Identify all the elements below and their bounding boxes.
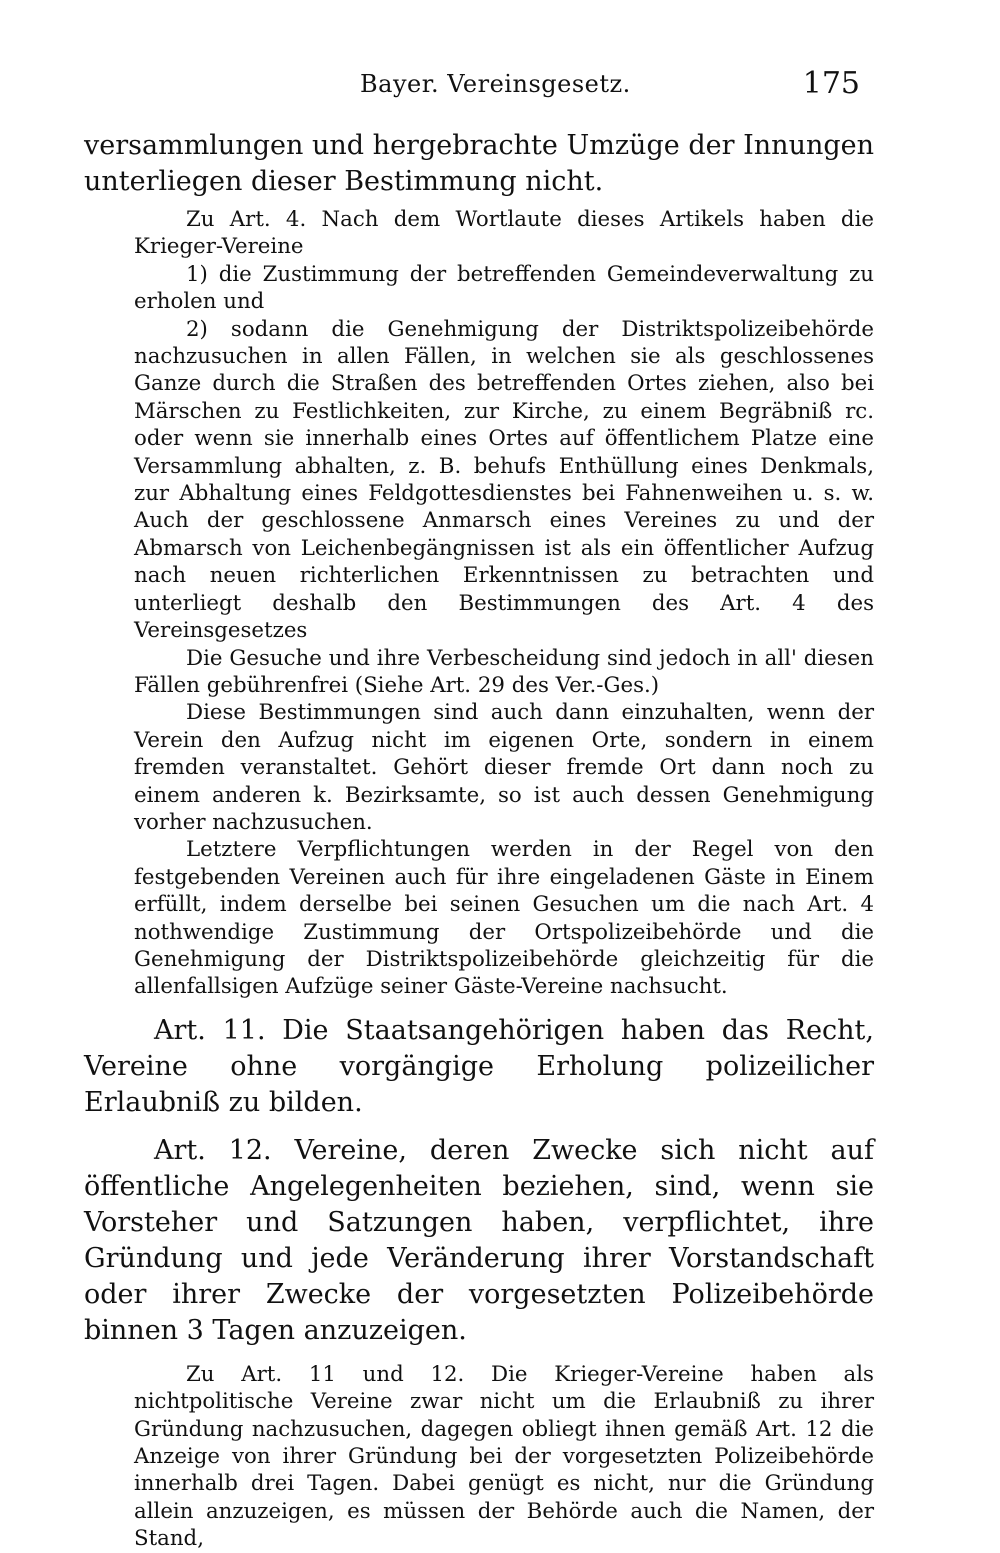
article-12: Art. 12. Vereine, deren Zwecke sich nicht auf öffentliche Angelegenheiten beziehen, sind, wenn sie Vorsteher und Satzungen haben, verpflichtet, ihre Gründung und jede Veränderung ihrer Vorstandschaft oder ihrer Zwecke der vorgesetzten Polizeibehörde binnen 3 Tagen anzuzeigen. <box>84 1134 874 1346</box>
article-11: Art. 11. Die Staatsangehörigen haben das Recht, Vereine ohne vorgängige Erholung polizeilicher Erlaubniß zu bilden. <box>84 1014 874 1118</box>
commentary-art-11-12: Zu Art. 11 und 12. Die Krieger-Vereine haben als nichtpolitische Vereine zwar nicht um die Erlaubniß zu ihrer Gründung nachzusuchen, dagegen obliegt ihnen gemäß Art. 12 die Anzeige von ihrer Gründung bei der vorgesetzten Polizeibehörde innerhalb drei Tagen. Dabei genügt es nicht, nur die Gründung allein anzuzeigen, es müssen der Behörde auch die Namen, der Stand, <box>134 1361 874 1552</box>
commentary-foreign-town: Diese Bestimmungen sind auch dann einzuhalten, wenn der Verein den Aufzug nicht im eigenen Orte, sondern in einem fremden veranstaltet. Gehört dieser fremde Ort dann noch zu einem anderen k. Bezirksamte, so ist auch dessen Genehmigung vorher nachzusuchen. <box>134 700 874 835</box>
paragraph-continuation: versammlungen und hergebrachte Umzüge der Innungen unterliegen dieser Bestimmung nicht. <box>84 130 874 197</box>
running-header <box>0 66 1000 110</box>
commentary-fees: Die Gesuche und ihre Verbescheidung sind jedoch in all' diesen Fällen gebührenfrei (Siehe Art. 29 des Ver.-Ges.) <box>134 645 874 698</box>
running-title: Bayer. Vereinsgesetz. <box>360 70 631 98</box>
commentary-art-4-heading: Zu Art. 4. Nach dem Wortlaute dieses Artikels haben die Krieger-Vereine <box>134 207 874 260</box>
commentary-item-2: 2) sodann die Genehmigung der Distriktspolizeibehörde nachzusuchen in allen Fällen, in welchen sie als geschlossenes Ganze durch die Straßen des betreffenden Ortes ziehen, also bei Märschen zu Festlichkeiten, zur Kirche, zu einem Begräbniß rc. oder wenn sie innerhalb eines Ortes auf öffentlichem Platze eine Versammlung abhalten, z. B. behufs Enthüllung eines Denkmals, zur Abhaltung eines Feldgottesdienstes bei Fahnenweihen u. s. w. Auch der geschlossene Anmarsch eines Vereines zu und der Abmarsch von Leichenbegängnissen ist als ein öffentlicher Aufzug nach neuen richterlichen Erkenntnissen zu betrachten und unterliegt deshalb den Bestimmungen des Art. 4 des Vereinsgesetzes <box>134 316 874 644</box>
page-number: 175 <box>802 66 860 101</box>
body-text <box>84 128 874 1553</box>
commentary-item-1: 1) die Zustimmung der betreffenden Gemeindeverwaltung zu erholen und <box>134 261 874 315</box>
commentary-guest-clubs: Letztere Verpflichtungen werden in der Regel von den festgebenden Vereinen auch für ihre eingeladenen Gäste in Einem erfüllt, indem derselbe bei seinen Gesuchen um die nach Art. 4 nothwendige Zustimmung der Ortspolizeibehörde und die Genehmigung der Distriktspolizeibehörde gleichzeitig für die allenfallsigen Aufzüge seiner Gäste-Vereine nachsucht. <box>134 837 874 1000</box>
